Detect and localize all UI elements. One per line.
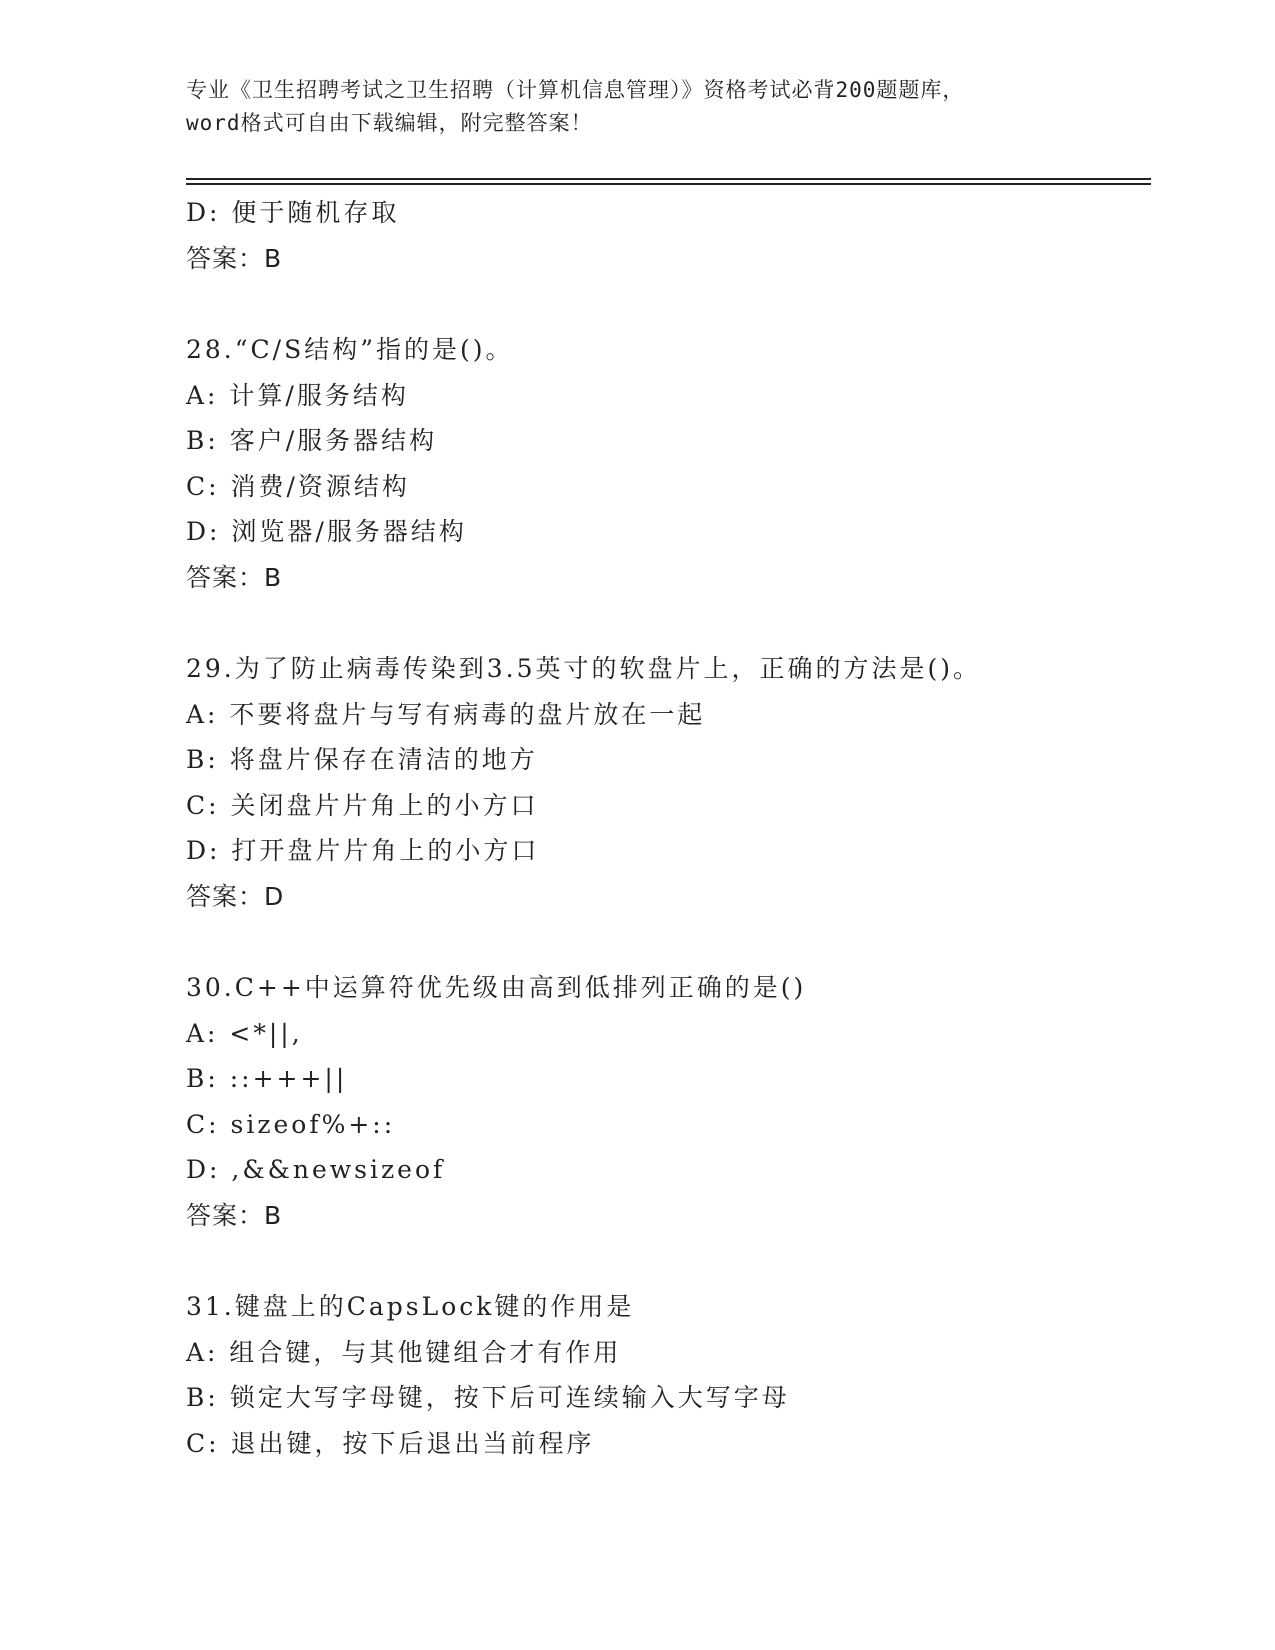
question-27-tail xyxy=(186,190,1146,281)
answer: 答案：D xyxy=(186,881,285,911)
option-b: B: 客户/服务器结构 xyxy=(186,426,438,455)
question-28 xyxy=(186,327,1146,600)
question-text: 29.为了防止病毒传染到3.5英寸的软盘片上，正确的方法是()。 xyxy=(186,654,982,683)
option-d: D: 浏览器/服务器结构 xyxy=(186,517,467,546)
question-29 xyxy=(186,646,1146,919)
option-c: C: 消费/资源结构 xyxy=(186,471,410,501)
question-30 xyxy=(186,965,1146,1238)
page-header xyxy=(186,74,1106,140)
header-line-1: 专业《卫生招聘考试之卫生招聘（计算机信息管理）》资格考试必背200题题库， xyxy=(186,78,965,102)
option-b: B: 将盘片保存在清洁的地方 xyxy=(186,745,538,774)
answer: 答案：B xyxy=(186,562,283,592)
option-c: C: 退出键，按下后退出当前程序 xyxy=(186,1428,595,1458)
option-d: D: 便于随机存取 xyxy=(186,198,400,227)
option-b: B: 锁定大写字母键，按下后可连续输入大写字母 xyxy=(186,1383,790,1412)
header-rule-top xyxy=(186,178,1151,180)
answer: 答案：B xyxy=(186,1200,283,1230)
question-text: 30.C++中运算符优先级由高到低排列正确的是() xyxy=(186,973,807,1002)
option-a: A: <*||, xyxy=(186,1018,303,1048)
question-text: 28.“C/S结构”指的是()。 xyxy=(186,335,514,364)
header-line-2: word格式可自由下载编辑，附完整答案！ xyxy=(186,111,593,135)
answer: 答案：B xyxy=(186,243,283,273)
option-c: C: 关闭盘片片角上的小方口 xyxy=(186,790,539,820)
option-b: B: ::+++|| xyxy=(186,1064,348,1093)
question-text: 31.键盘上的CapsLock键的作用是 xyxy=(186,1292,635,1321)
question-31 xyxy=(186,1284,1146,1466)
option-a: A: 不要将盘片与写有病毒的盘片放在一起 xyxy=(186,699,706,729)
header-rule-bottom xyxy=(186,183,1151,185)
question-list xyxy=(186,190,1146,1466)
option-a: A: 组合键，与其他键组合才有作用 xyxy=(186,1337,622,1367)
option-d: D: 打开盘片片角上的小方口 xyxy=(186,836,540,865)
option-a: A: 计算/服务结构 xyxy=(186,380,409,410)
option-c: C: sizeof%+:: xyxy=(186,1109,396,1139)
option-d: D: ,&&newsizeof xyxy=(186,1155,446,1184)
